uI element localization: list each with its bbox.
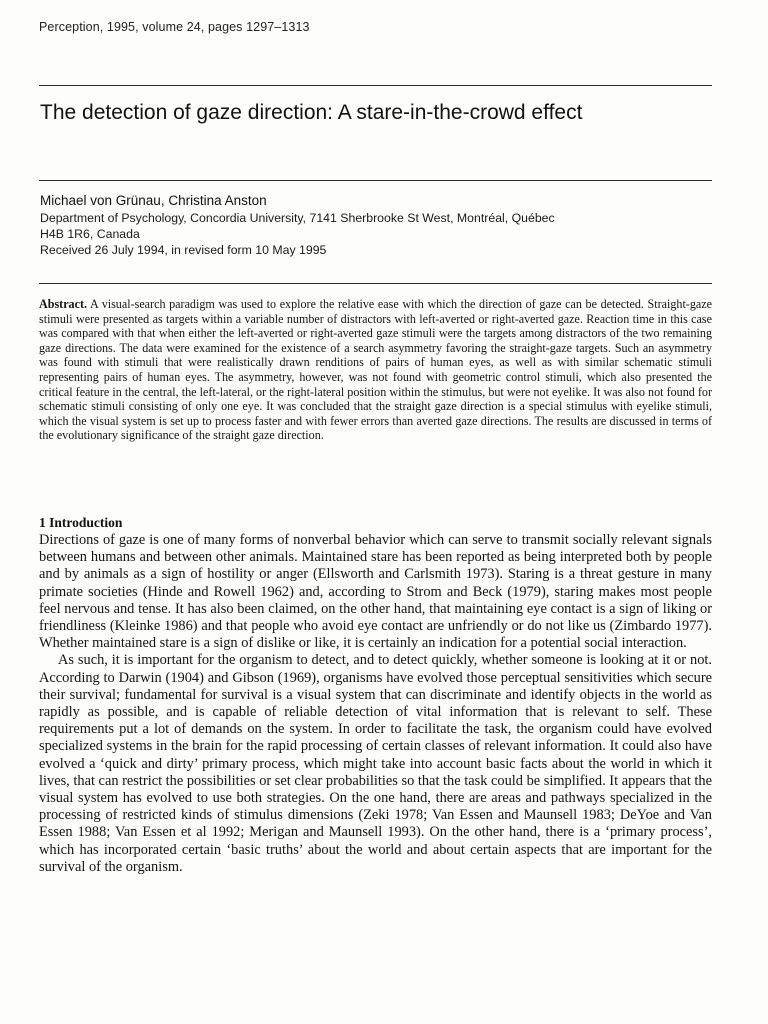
- abstract: [39, 297, 712, 443]
- article-title: The detection of gaze direction: A stare-in-the-crowd effect: [40, 101, 583, 124]
- received-date: Received 26 July 1994, in revised form 10 May 1995: [40, 243, 327, 257]
- abstract-label: Abstract.: [39, 297, 88, 311]
- section-heading: 1 Introduction: [39, 515, 123, 530]
- affiliation-line: Department of Psychology, Concordia University, 7141 Sherbrooke St West, Montréal, Québec: [40, 211, 555, 225]
- section-body: [39, 532, 712, 876]
- paragraph: Directions of gaze is one of many forms of nonverbal behavior which can serve to transmit socially relevant signals between humans and between other animals. Maintained stare has been reported as being interpreted both by people and by animals as a sign of hostility or anger (Ellsworth and Carlsmith 1973). Staring is a threat gesture in many primate societies (Hinde and Rowell 1962) and, according to Strom and Beck (1979), staring makes most people feel nervous and tense. It has also been claimed, on the other hand, that maintaining eye contact is a sign of liking or friendliness (Kleinke 1986) and that people who avoid eye contact are unfriendly or do not like us (Zimbardo 1977). Whether maintained stare is a sign of dislike or like, it is certainly an indication for a potential social interaction.: [39, 532, 712, 652]
- journal-citation: Perception, 1995, volume 24, pages 1297–1313: [39, 20, 310, 34]
- abstract-text: A visual-search paradigm was used to explore the relative ease with which the direction of gaze can be detected. Straight-gaze stimuli were presented as targets within a variable number of distractors with left-averted or right-averted gaze. Reaction time in this case was compared with that when either the left-averted or right-averted gaze stimuli were the targets among distractors of the two remaining gaze directions. The data were examined for the existence of a search asymmetry favoring the straight-gaze targets. Such an asymmetry was found with stimuli that were realistically drawn renditions of pairs of human eyes, as well as with similar schematic stimuli representing pairs of human eyes. The asymmetry, however, was not found with geometric control stimuli, which also presented the critical feature in the central, the left-lateral, or the right-lateral position within the stimulus, but were not eyelike. It was also not found for schematic stimuli consisting of only one eye. It was concluded that the straight gaze direction is a special stimulus with eyelike stimuli, which the visual system is set up to process faster and with fewer errors than averted gaze directions. The results are discussed in terms of the evolutionary significance of the straight gaze direction.: [39, 297, 712, 443]
- affiliation-block: [40, 210, 720, 258]
- authors: Michael von Grünau, Christina Anston: [40, 193, 267, 208]
- abstract-rule: [39, 283, 712, 284]
- title-rule: [39, 180, 712, 181]
- paragraph: As such, it is important for the organism to detect, and to detect quickly, whether someone is looking at it or not. According to Darwin (1904) and Gibson (1969), organisms have evolved those perceptual sensitivities which secure their survival; fundamental for survival is a visual system that can discriminate and identify objects in the world as rapidly as possible, and is capable of reliable detection of vital information that is relevant to self. These requirements put a lot of demands on the system. In order to facilitate the task, the organism could have evolved specialized systems in the brain for the rapid processing of certain classes of relevant information. It could also have evolved a ‘quick and dirty’ primary process, which might take into account basic facts about the world in which it lives, that can restrict the possibilities or set clear probabilities so that the task could be simplified. It appears that the visual system has evolved to use both strategies. On the one hand, there are areas and pathways specialized in the processing of restricted kinds of stimulus dimensions (Zeki 1978; Van Essen and Maunsell 1983; DeYoe and Van Essen 1988; Van Essen et al 1992; Merigan and Maunsell 1993). On the other hand, there is a ‘primary process’, which has incorporated certain ‘basic truths’ about the world and about certain aspects that are important for the survival of the organism.: [39, 652, 712, 875]
- top-rule: [39, 85, 712, 86]
- affiliation-postcode: H4B 1R6, Canada: [40, 227, 140, 241]
